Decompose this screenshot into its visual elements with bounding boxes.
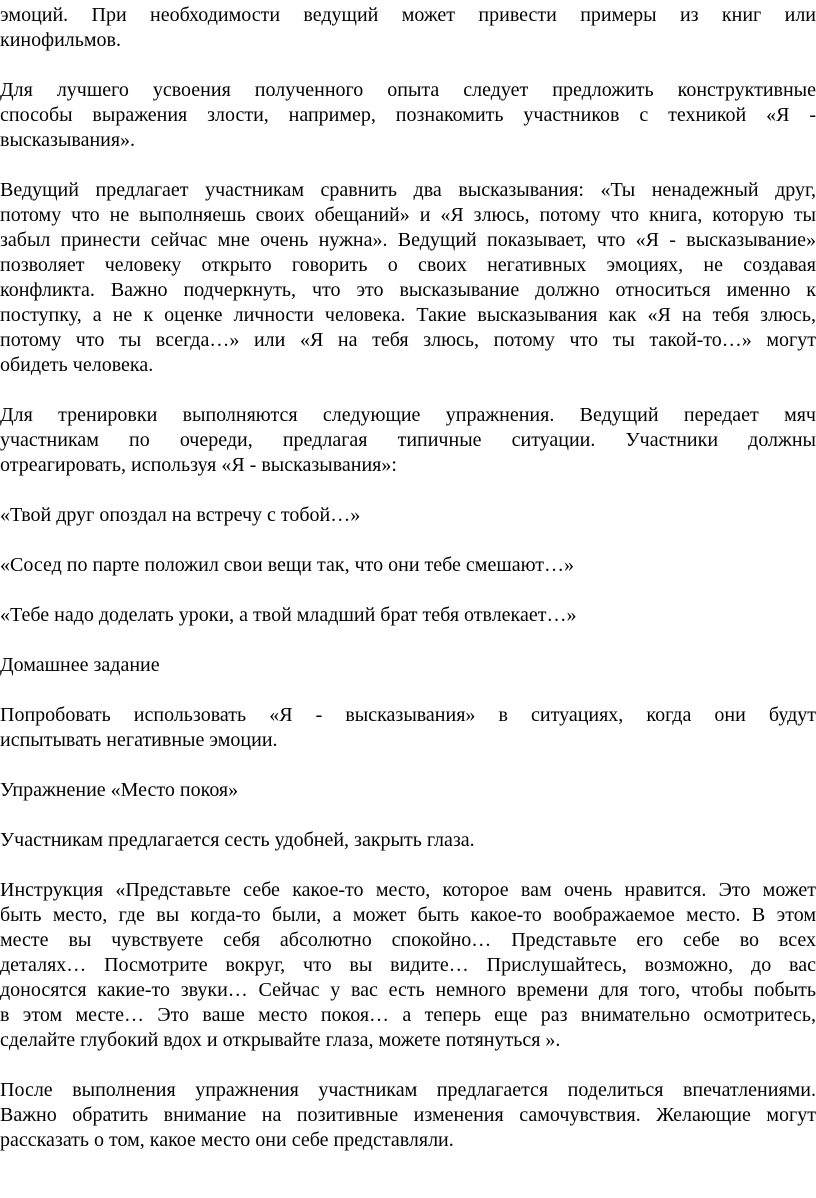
text-line: участникам по очереди, предлагая типичные ситуации. Участники должны bbox=[0, 429, 816, 451]
text-line: обидеть человека. bbox=[0, 354, 154, 376]
text-line: Для лучшего усвоения полученного опыта следует предложить конструктивные bbox=[0, 79, 816, 101]
paragraph bbox=[0, 78, 816, 153]
text-line: поступку, а не к оценке личности человека. Такие высказывания как «Я на тебя злюсь, bbox=[0, 304, 816, 326]
text-line: После выполнения упражнения участникам предлагается поделиться впечатлениями. bbox=[0, 1079, 816, 1101]
text-line: Инструкция «Представьте себе какое-то место, которое вам очень нравится. Это может bbox=[0, 879, 816, 901]
text-line: испытывать негативные эмоции. bbox=[0, 729, 278, 751]
paragraph bbox=[0, 653, 816, 678]
paragraph bbox=[0, 403, 816, 478]
text-line: конфликта. Важно подчеркнуть, что это высказывание должно относиться именно к bbox=[0, 279, 816, 301]
text-line: Для тренировки выполняются следующие упражнения. Ведущий передает мяч bbox=[0, 404, 816, 426]
paragraph bbox=[0, 503, 816, 528]
text-line: забыл принести сейчас мне очень нужна». Ведущий показывает, что «Я - высказывание» bbox=[0, 229, 816, 251]
text-line: в этом месте… Это ваше место покоя… а теперь еще раз внимательно осмотритесь, bbox=[0, 1004, 816, 1026]
text-line: эмоций. При необходимости ведущий может привести примеры из книг или bbox=[0, 4, 816, 26]
text-line: способы выражения злости, например, познакомить участников с техникой «Я - bbox=[0, 104, 816, 126]
text-line: Попробовать использовать «Я - высказывания» в ситуациях, когда они будут bbox=[0, 704, 816, 726]
text-line: Упражнение «Место покоя» bbox=[0, 779, 239, 801]
paragraph bbox=[0, 828, 816, 853]
text-line: отреагировать, используя «Я - высказывания»: bbox=[0, 454, 397, 476]
text-line: деталях… Посмотрите вокруг, что вы видите… Прислушайтесь, возможно, до вас bbox=[0, 954, 816, 976]
text-line: позволяет человеку открыто говорить о своих негативных эмоциях, не создавая bbox=[0, 254, 816, 276]
text-line: «Сосед по парте положил свои вещи так, что они тебе смешают…» bbox=[0, 554, 575, 576]
text-line: высказывания». bbox=[0, 129, 136, 151]
paragraph bbox=[0, 778, 816, 803]
text-line: Участникам предлагается сесть удобней, закрыть глаза. bbox=[0, 829, 475, 851]
text-line: месте вы чувствуете себя абсолютно спокойно… Представьте его себе во всех bbox=[0, 929, 816, 951]
text-line: потому что ты всегда…» или «Я на тебя злюсь, потому что ты такой-то…» могут bbox=[0, 329, 816, 351]
text-line: Ведущий предлагает участникам сравнить два высказывания: «Ты ненадежный друг, bbox=[0, 179, 816, 201]
text-line: потому что не выполняешь своих обещаний» и «Я злюсь, потому что книга, которую ты bbox=[0, 204, 816, 226]
text-line: сделайте глубокий вдох и открывайте глаза, можете потянуться ». bbox=[0, 1029, 561, 1051]
paragraph bbox=[0, 553, 816, 578]
text-line: доносятся какие-то звуки… Сейчас у вас есть немного времени для того, чтобы побыть bbox=[0, 979, 816, 1001]
text-line: Домашнее задание bbox=[0, 654, 160, 676]
text-line: Важно обратить внимание на позитивные изменения самочувствия. Желающие могут bbox=[0, 1104, 816, 1126]
text-line: быть место, где вы когда-то были, а может быть какое-то воображаемое место. В этом bbox=[0, 904, 816, 926]
paragraph bbox=[0, 878, 816, 1053]
paragraph bbox=[0, 3, 816, 53]
text-line: «Тебе надо доделать уроки, а твой младший брат тебя отвлекает…» bbox=[0, 604, 577, 626]
paragraph bbox=[0, 178, 816, 378]
paragraph bbox=[0, 603, 816, 628]
text-line: кинофильмов. bbox=[0, 29, 121, 51]
text-line: «Твой друг опоздал на встречу с тобой…» bbox=[0, 504, 361, 526]
paragraph bbox=[0, 1078, 816, 1153]
paragraph bbox=[0, 703, 816, 753]
text-line: рассказать о том, какое место они себе представляли. bbox=[0, 1129, 454, 1151]
